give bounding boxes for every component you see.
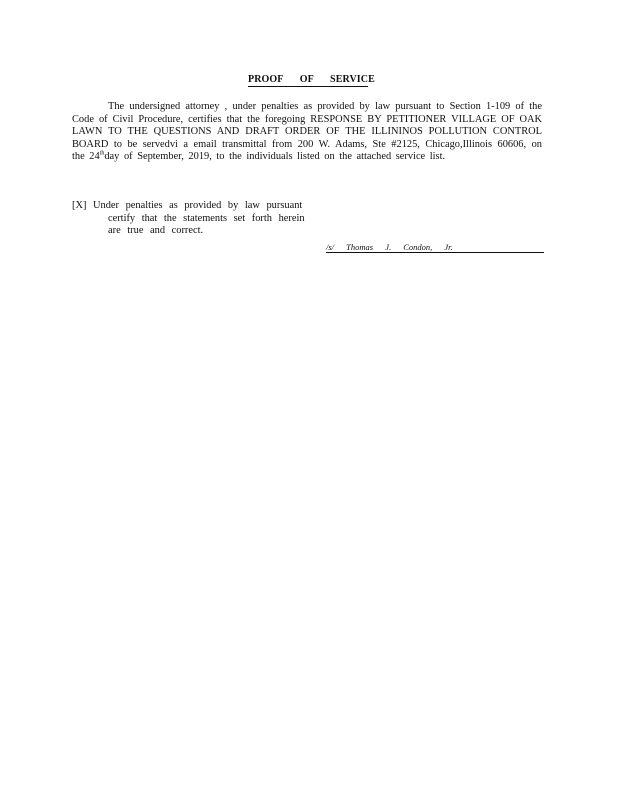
document-title: PROOF OF SERVICE xyxy=(248,74,375,85)
certification-line-1: [X] Under penalties as provided by law pursuant xyxy=(72,200,303,211)
service-statement-text-continued: day of September, 2019, to the individuals listed on the attached service list. xyxy=(104,151,446,163)
service-statement-text: The undersigned attorney , under penalties as provided by law pursuant to Section 1-109 of the Code of Civil Procedure, certifies that the foregoing RESPONSE BY PETITIONER VILLAGE OF OAK LAWN TO THE QUESTIONS AND DRAFT ORDER OF THE ILLININOS POLLUTION CONTROL BOARD to be servedvi a email transmittal from 200 W. Adams, Ste #2125, Chicago,Illinois 60606, on the 24 xyxy=(72,101,542,163)
ordinal-suffix: th xyxy=(99,150,105,157)
signature-line: /s/ Thomas J. Condon, Jr. xyxy=(326,242,544,253)
certification-line-2: certify that the statements set forth herein xyxy=(108,212,305,224)
certification-line-3: are true and correct. xyxy=(108,225,204,237)
certification-block xyxy=(72,200,306,238)
service-statement-paragraph xyxy=(72,101,542,164)
